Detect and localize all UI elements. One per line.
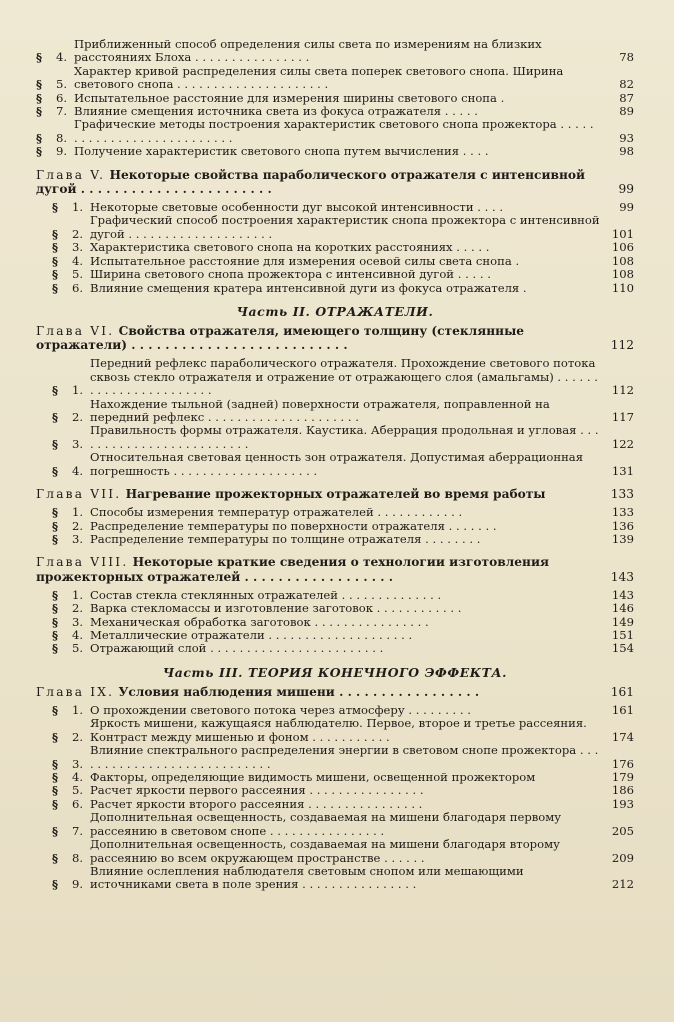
section-mark: §: [52, 436, 59, 451]
entry-number: 5.: [56, 77, 68, 92]
entry-number: 2.: [72, 729, 84, 744]
entry-page: 112: [611, 383, 634, 398]
toc-entry: [36, 798, 634, 811]
chapter-title: Условия наблюдения мишени . . . . . . . . . . . . . . . . .: [118, 684, 480, 699]
entry-title: Приближенный способ определения силы света по измерениям на близких расстояниях Блоха . . . . . . . . . . . . . . . .: [74, 37, 542, 65]
entry-title: Дополнительная освещенность, создаваемая на мишени благодаря второму рассеянию во всем окружающем пространстве . . . . . .: [90, 837, 560, 865]
entry-page: 179: [611, 770, 634, 785]
entry-page: 146: [611, 601, 634, 616]
toc-entry: [36, 784, 634, 797]
entry-title: Дополнительная освещенность, создаваемая на мишени благодаря первому рассеянию в световом снопе . . . . . . . . . . . . . . . .: [90, 810, 562, 838]
section-mark: §: [52, 505, 59, 520]
entry-page: 108: [611, 253, 634, 268]
entry-title: Механическая обработка заготовок . . . . . . . . . . . . . . . .: [90, 614, 429, 629]
chapter-page: 133: [610, 486, 634, 501]
section-mark: §: [52, 253, 59, 268]
section-mark: §: [52, 601, 59, 616]
toc-entry: [36, 214, 634, 241]
entry-number: 3.: [72, 240, 84, 255]
entry-number: 2.: [72, 409, 84, 424]
section-mark: §: [52, 200, 59, 215]
entry-number: 6.: [72, 280, 84, 295]
entry-page: 139: [611, 531, 634, 546]
part-heading: Часть III. ТЕОРИЯ КОНЕЧНОГО ЭФФЕКТА.: [162, 664, 508, 680]
toc-entry: [36, 105, 634, 118]
entry-number: 2.: [72, 601, 84, 616]
section-mark: §: [36, 104, 43, 119]
section-mark: §: [52, 280, 59, 295]
section-mark: §: [52, 850, 59, 865]
toc-entry: [36, 357, 634, 397]
entry-page: 136: [611, 518, 634, 533]
entry-page: 110: [611, 280, 634, 295]
section-mark: §: [52, 409, 59, 424]
section-mark: §: [52, 531, 59, 546]
section-mark: §: [36, 77, 43, 92]
toc-entry: [36, 865, 634, 892]
chapter-label: Глава VIII.: [36, 555, 129, 570]
entry-number: 5.: [72, 641, 84, 656]
toc-entry: [36, 629, 634, 642]
entry-number: 3.: [72, 436, 84, 451]
entry-page: 154: [611, 641, 634, 656]
entry-number: 3.: [72, 614, 84, 629]
toc-entry: [36, 424, 634, 451]
entry-title: Распределение температуры по толщине отражателя . . . . . . . .: [90, 531, 481, 546]
entry-number: 4.: [72, 463, 84, 478]
toc-entry: [36, 589, 634, 602]
chapter-title: Некоторые свойства параболического отражателя с интенсивной дугой . . . . . . . . . . . . . . . . . . . . . . .: [36, 167, 586, 196]
section-mark: §: [52, 729, 59, 744]
entry-page: 82: [619, 77, 634, 92]
toc-entry: [36, 602, 634, 615]
toc-entry: [36, 398, 634, 425]
toc-entry: [36, 118, 634, 145]
chapter-heading: [36, 168, 634, 196]
entry-page: 174: [611, 729, 634, 744]
toc-entry: [36, 616, 634, 629]
entry-page: 93: [619, 130, 634, 145]
section-mark: §: [52, 614, 59, 629]
section-mark: §: [52, 226, 59, 241]
entry-page: 89: [619, 104, 634, 119]
entry-number: 1.: [72, 200, 84, 215]
section-mark: §: [52, 463, 59, 478]
toc-entry: [36, 520, 634, 533]
toc-entry: [36, 92, 634, 105]
section-mark: §: [52, 877, 59, 892]
part-heading: Часть II. ОТРАЖАТЕЛИ.: [236, 303, 434, 319]
entry-title: Способы измерения температур отражателей . . . . . . . . . . . .: [90, 505, 463, 520]
entry-page: 122: [611, 436, 634, 451]
entry-title: Передний рефлекс параболического отражателя. Прохождение светового потока сквозь стекло отражателя и отражение от отражающего слоя (амальгамы) . . . . . . . . . . . . . . . . . . . . . . .: [90, 356, 598, 398]
entry-title: Правильность формы отражателя. Каустика. Аберрация продольная и угловая . . . . . . . . . . . . . . . . . . . . . . . . .: [90, 423, 599, 451]
entry-number: 4.: [72, 770, 84, 785]
toc-entry: [36, 811, 634, 838]
section-mark: §: [52, 641, 59, 656]
toc-entry: [36, 642, 634, 655]
toc-entry: [36, 255, 634, 268]
entry-page: 149: [611, 614, 634, 629]
entry-number: 5.: [72, 267, 84, 282]
entry-title: Влияние ослепления наблюдателя световым снопом или мешающими источниками света в поле зрения . . . . . . . . . . . . . . . .: [90, 863, 524, 892]
entry-title: Распределение температуры по поверхности отражателя . . . . . . .: [90, 518, 497, 533]
entry-page: 99: [619, 200, 634, 215]
entry-title: Отражающий слой . . . . . . . . . . . . . . . . . . . . . . . .: [90, 641, 384, 656]
entry-title: Характеристика светового снопа на коротких расстояниях . . . . .: [90, 240, 490, 255]
entry-page: 117: [611, 409, 634, 424]
entry-number: 3.: [72, 531, 84, 546]
entry-page: 106: [611, 240, 634, 255]
section-mark: §: [36, 130, 43, 145]
section-mark: §: [52, 518, 59, 533]
entry-number: 8.: [72, 850, 84, 865]
chapter-page: 161: [610, 684, 634, 699]
toc-entry: [36, 533, 634, 546]
entry-title: Расчет яркости второго рассеяния . . . . . . . . . . . . . . . .: [90, 796, 423, 811]
entry-title: Испытательное расстояние для измерения осевой силы света снопа .: [90, 253, 520, 268]
section-mark: §: [52, 587, 59, 602]
entry-title: Графический способ построения характеристик снопа прожектора с интенсивной дугой . . . . . . . . . . . . . . . . . . . .: [90, 213, 600, 241]
entry-page: 98: [619, 144, 634, 159]
toc-entry: [36, 201, 634, 214]
entry-number: 1.: [72, 703, 84, 718]
section-mark: §: [52, 783, 59, 798]
toc-entry: [36, 704, 634, 717]
entry-number: 7.: [56, 104, 68, 119]
chapter-page: 112: [610, 338, 634, 353]
entry-page: 212: [611, 877, 634, 892]
entry-number: 3.: [72, 756, 84, 771]
section-mark: §: [52, 823, 59, 838]
entry-title: Ширина светового снопа прожектора с интенсивной дугой . . . . .: [90, 267, 491, 282]
toc-entry: [36, 241, 634, 254]
chapter-heading: [36, 685, 634, 699]
entry-title: Факторы, определяющие видимость мишени, освещенной прожектором: [90, 770, 536, 785]
toc-entry: [36, 506, 634, 519]
entry-page: 193: [611, 796, 634, 811]
chapter-page: 143: [610, 569, 634, 584]
entry-page: 209: [611, 850, 634, 865]
chapter-page: 99: [618, 181, 634, 196]
toc-entry: [36, 771, 634, 784]
entry-title: Влияние спектрального распределения энергии в световом снопе прожектора . . . . . . . . . . . . . . . . . . . . . . . . . . . .: [90, 743, 599, 771]
chapter-label: Глава IX.: [36, 684, 115, 699]
entry-number: 9.: [56, 144, 68, 159]
entry-title: Яркость мишени, кажущаяся наблюдателю. Первое, второе и третье рассеяния. Контраст между мишенью и фоном . . . . . . . . . . .: [90, 716, 587, 744]
entry-page: 143: [611, 587, 634, 602]
toc-entry: [36, 38, 634, 65]
toc-entry: [36, 145, 634, 158]
section-mark: §: [52, 796, 59, 811]
section-mark: §: [36, 144, 43, 159]
entry-page: 205: [611, 823, 634, 838]
entry-page: 151: [611, 628, 634, 643]
entry-page: 101: [611, 226, 634, 241]
chapter-title: Нагревание прожекторных отражателей во время работы: [125, 486, 546, 501]
entry-number: 2.: [72, 226, 84, 241]
entry-number: 6.: [72, 796, 84, 811]
entry-page: 87: [619, 90, 634, 105]
toc-entry: [36, 838, 634, 865]
chapter-title: Некоторые краткие сведения о технологии изготовления прожекторных отражателей . . . . . . . . . . . . . . . . . .: [36, 555, 549, 584]
entry-number: 1.: [72, 505, 84, 520]
entry-title: Нахождение тыльной (задней) поверхности отражателя, поправленной на передний рефлекс . . . . . . . . . . . . . . . . . . . . .: [90, 396, 550, 424]
entry-number: 9.: [72, 877, 84, 892]
entry-title: Некоторые световые особенности дуг высокой интенсивности . . . .: [90, 200, 504, 215]
section-mark: §: [52, 383, 59, 398]
section-mark: §: [52, 703, 59, 718]
entry-title: Металлические отражатели . . . . . . . . . . . . . . . . . . . .: [90, 628, 413, 643]
chapter-heading: [36, 324, 634, 352]
chapter-heading: [36, 487, 634, 501]
section-mark: §: [52, 267, 59, 282]
toc-entry: [36, 717, 634, 744]
entry-title: Расчет яркости первого рассеяния . . . . . . . . . . . . . . . .: [90, 783, 424, 798]
toc-entry: [36, 744, 634, 771]
chapter-label: Глава VII.: [36, 486, 122, 501]
entry-number: 6.: [56, 90, 68, 105]
entry-title: О прохождении светового потока через атмосферу . . . . . . . . .: [90, 703, 471, 718]
entry-page: 186: [611, 783, 634, 798]
chapter-label: Глава V.: [36, 167, 106, 182]
entry-title: Влияние смещения кратера интенсивной дуги из фокуса отражателя .: [90, 280, 527, 295]
entry-title: Испытательное расстояние для измерения ширины светового снопа .: [74, 90, 505, 105]
chapter-label: Глава VI.: [36, 323, 115, 338]
entry-page: 78: [619, 50, 634, 65]
entry-page: 108: [611, 267, 634, 282]
section-mark: §: [36, 50, 43, 65]
entry-title: Получение характеристик светового снопа путем вычисления . . . .: [74, 144, 489, 159]
toc-entry: [36, 451, 634, 478]
toc-entry: [36, 65, 634, 92]
entry-number: 1.: [72, 383, 84, 398]
toc-entry: [36, 282, 634, 295]
entry-page: 131: [611, 463, 634, 478]
entry-page: 176: [611, 756, 634, 771]
entry-title: Состав стекла стеклянных отражателей . . . . . . . . . . . . . .: [90, 587, 442, 602]
entry-page: 161: [611, 703, 634, 718]
chapter-title: Свойства отражателя, имеющего толщину (стеклянные отражатели) . . . . . . . . . . . . . . . . . . . . . . . . . .: [36, 323, 525, 353]
entry-number: 1.: [72, 587, 84, 602]
entry-page: 133: [611, 505, 634, 520]
entry-title: Влияние смещения источника света из фокуса отражателя . . . . .: [74, 104, 478, 119]
entry-title: Характер кривой распределения силы света поперек светового снопа. Ширина светового снопа . . . . . . . . . . . . . . . . . . . . .: [74, 63, 564, 92]
entry-number: 4.: [72, 253, 84, 268]
entry-number: 4.: [56, 50, 68, 65]
toc-entry: [36, 268, 634, 281]
entry-number: 4.: [72, 628, 84, 643]
section-mark: §: [52, 628, 59, 643]
entry-title: Относительная световая ценность зон отражателя. Допустимая аберрационная погрешность . . . . . . . . . . . . . . . . . . . .: [90, 450, 584, 478]
entry-number: 5.: [72, 783, 84, 798]
chapter-heading: [36, 555, 634, 583]
entry-number: 8.: [56, 130, 68, 145]
section-mark: §: [52, 770, 59, 785]
entry-number: 2.: [72, 518, 84, 533]
section-mark: §: [52, 756, 59, 771]
entry-title: Варка стекломассы и изготовление заготовок . . . . . . . . . . . .: [90, 601, 462, 616]
entry-number: 7.: [72, 823, 84, 838]
entry-title: Графические методы построения характеристик светового снопа прожектора . . . . . . . . . . . . . . . . . . . . . . . . . . .: [74, 117, 594, 145]
section-mark: §: [36, 90, 43, 105]
section-mark: §: [52, 240, 59, 255]
